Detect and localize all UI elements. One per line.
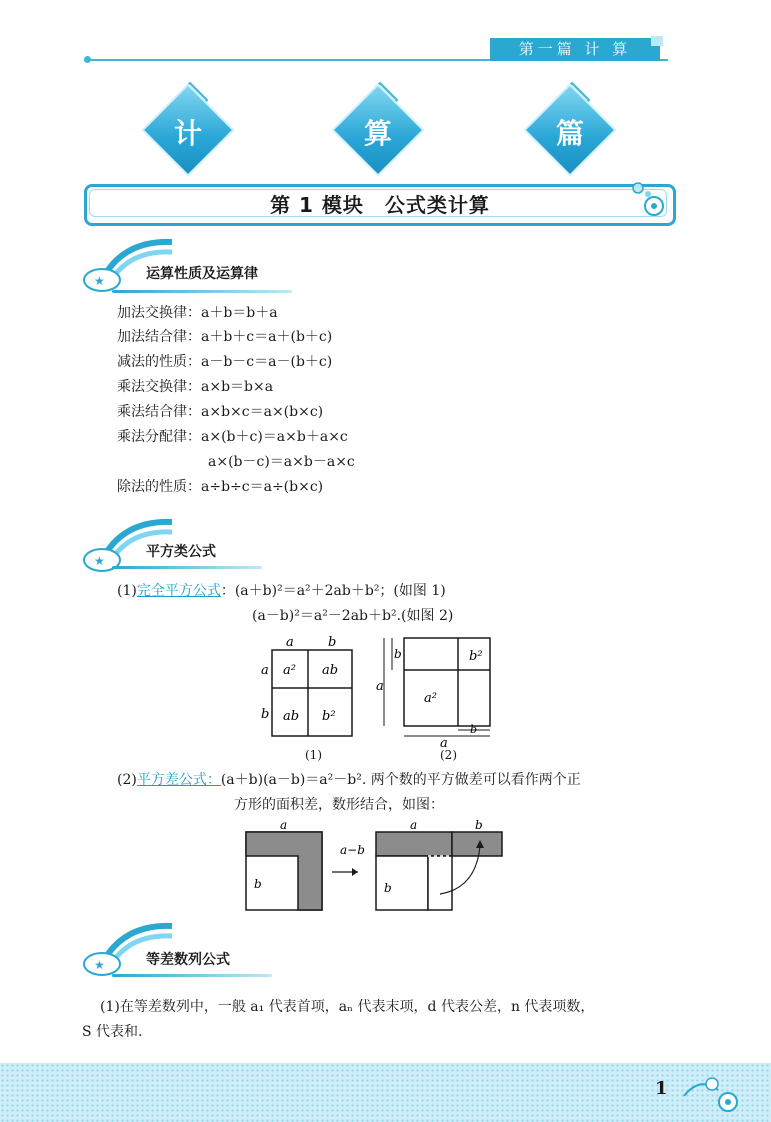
rule-line: 乘法分配律：a×(b＋c)＝a×b＋a×c [117, 429, 348, 445]
section-underline [112, 566, 262, 569]
fig2-cell-b2: b² [469, 649, 483, 664]
figure-2-square-diagram [372, 632, 502, 750]
right-fig-label-b: b [475, 818, 483, 832]
item-number: (2) [117, 772, 137, 788]
formula-text: ：(a＋b)²＝a²＋2ab＋b²；(如图 1) [220, 583, 446, 599]
left-fig-label-b: b [254, 877, 262, 891]
right-fig-label-a: a [410, 818, 418, 832]
right-fig-label-b-left: b [384, 881, 392, 895]
figure-1-caption: (1) [305, 748, 322, 762]
figure-2-caption: (2) [440, 748, 457, 762]
fig1-left-label-b: b [261, 707, 270, 722]
svg-text:★: ★ [94, 554, 105, 568]
fig1-cell-ab: ab [322, 663, 339, 678]
term-difference-of-squares: 平方差公式： [136, 772, 221, 788]
formula-line [117, 579, 446, 603]
module-title: 第 1 模块 公式类计算 [84, 184, 676, 226]
fig1-top-label-a: a [286, 635, 294, 650]
header-rule-dot [84, 56, 91, 63]
module-title-inner-border [89, 189, 667, 217]
flower-icon [624, 176, 674, 224]
fig2-cell-a2: a² [424, 691, 437, 706]
chapter-tab: 第一篇 计 算 [490, 38, 660, 61]
fig2-label-b-vertical: b [394, 647, 402, 661]
section-underline [112, 974, 272, 977]
section-title-ops: 运算性质及运算律 [146, 266, 258, 282]
fig2-label-a-horizontal: a [440, 736, 448, 750]
section-underline [112, 290, 292, 293]
left-fig-label-a: a [280, 818, 288, 832]
difference-of-squares-diagram [240, 816, 520, 916]
formula-line [117, 768, 581, 792]
bird-flower-icon [678, 1070, 748, 1116]
banner-char-3: 篇 [555, 117, 584, 150]
formula-text: (a＋b)(a－b)＝a²－b². 两个数的平方做差可以看作两个正 [220, 772, 581, 788]
fig2-label-a-vertical: a [376, 679, 384, 694]
banner-char-2: 算 [363, 117, 392, 150]
label-a-minus-b: a−b [340, 843, 365, 857]
fig2-label-b-horizontal: b [470, 723, 478, 736]
section-title-arith: 等差数列公式 [146, 952, 230, 968]
chapter-tab-corner [651, 36, 663, 46]
formula-line: 方形的面积差，数形结合，如图： [234, 797, 444, 813]
section-title-square: 平方类公式 [146, 544, 216, 560]
fig1-left-label-a: a [261, 663, 269, 678]
rule-line: 乘法结合律：a×b×c＝a×(b×c) [117, 404, 324, 420]
fig1-top-label-b: b [328, 635, 337, 650]
rule-line: 加法交换律：a＋b＝b＋a [117, 305, 278, 321]
page-number: 1 [655, 1078, 668, 1099]
rule-line: 除法的性质：a÷b÷c＝a÷(b×c) [117, 479, 324, 495]
formula-line: (a－b)²＝a²－2ab＋b².(如图 2) [252, 608, 454, 624]
paragraph-line: (1)在等差数列中，一般 a₁ 代表首项，aₙ 代表末项，d 代表公差，n 代表项数， [100, 999, 595, 1015]
rule-line: 加法结合律：a＋b＋c＝a＋(b＋c) [117, 329, 333, 345]
fig1-cell-ab-2: ab [283, 709, 300, 724]
svg-text:★: ★ [94, 274, 105, 288]
item-number: (1) [117, 583, 137, 599]
paragraph-line: S 代表和. [82, 1024, 143, 1040]
term-perfect-square: 完全平方公式 [136, 583, 221, 599]
rule-line: a×(b－c)＝a×b－a×c [208, 454, 355, 470]
rule-line: 减法的性质：a－b－c＝a－(b＋c) [117, 354, 333, 370]
rainbow-cloud-icon [80, 916, 180, 980]
fig1-cell-a2: a² [283, 663, 296, 678]
fig1-cell-b2: b² [322, 709, 336, 724]
banner-char-1: 计 [173, 117, 202, 150]
svg-text:★: ★ [94, 958, 105, 972]
rule-line: 乘法交换律：a×b＝b×a [117, 379, 274, 395]
figure-1-square-diagram [250, 632, 370, 762]
